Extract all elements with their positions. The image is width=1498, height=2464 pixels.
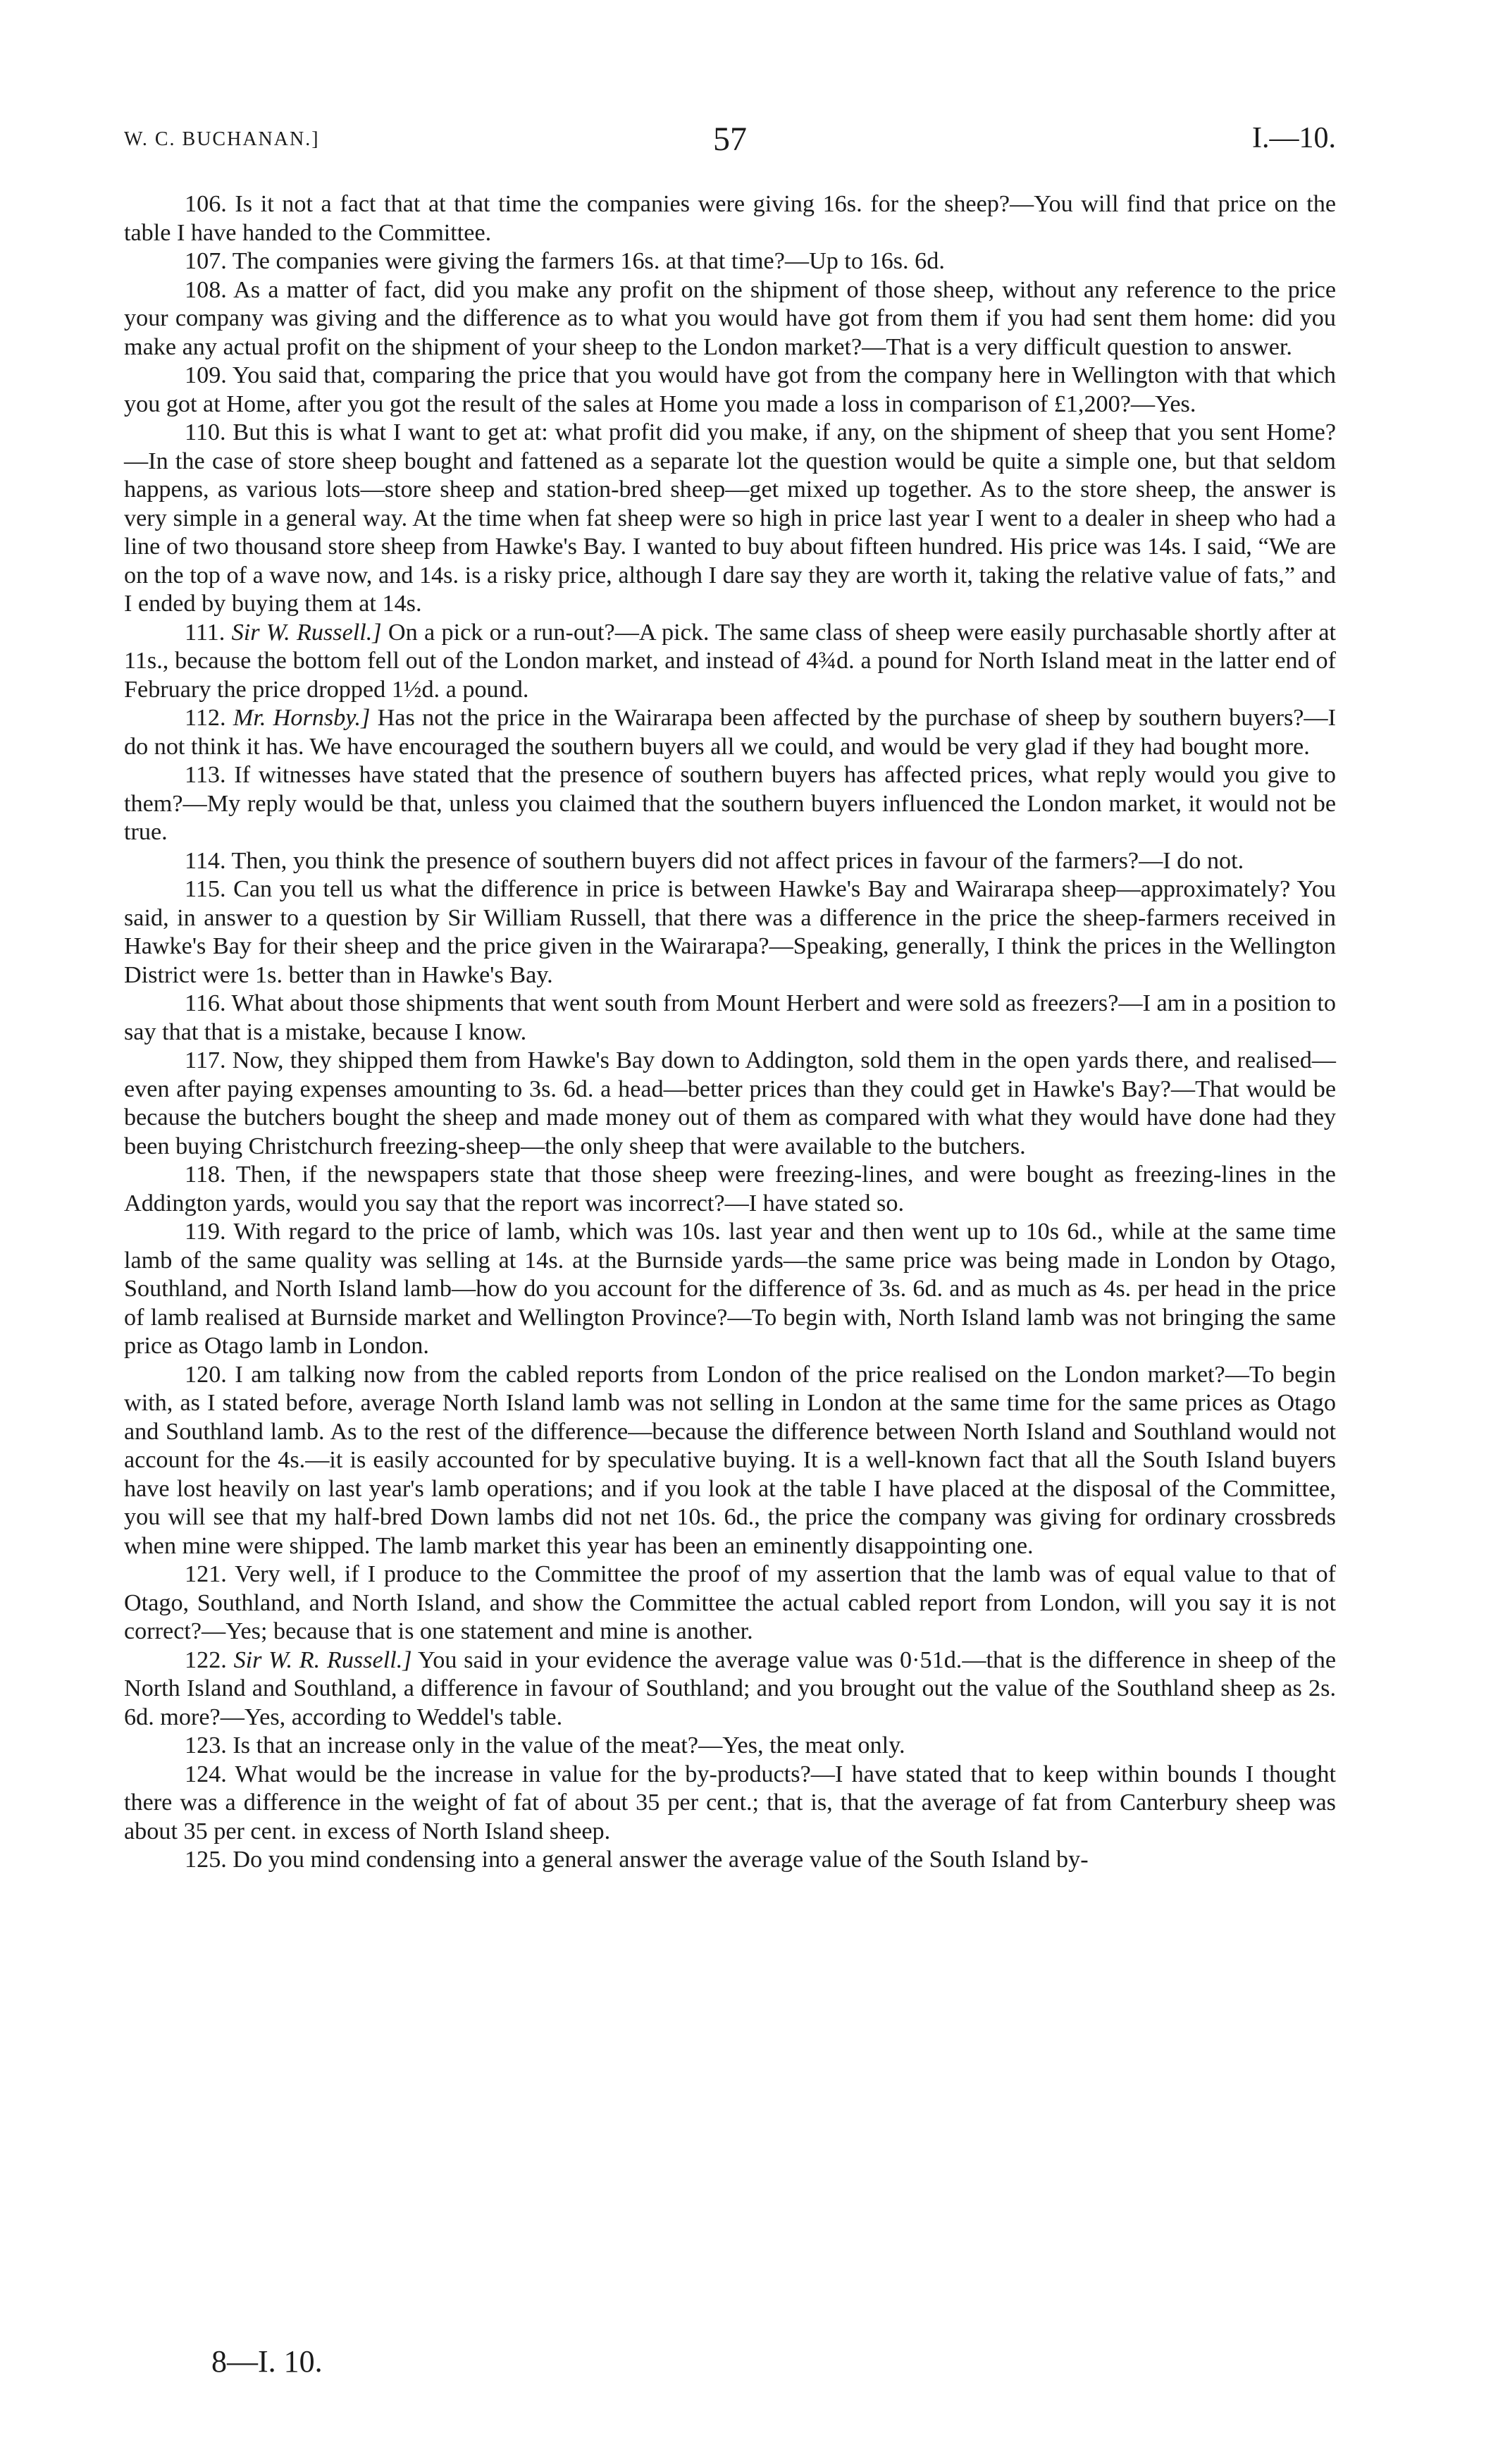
paragraph-119: 119. With regard to the price of lamb, which was 10s. last year and then went up to 10s 6d., while at the same time lamb of the same quality was selling at 14s. at the Burnside yards—the same price was being made in London by Otago, Southland, and North Island lamb—how do you account for the difference of 3s. 6d. and as much as 4s. per head in the price of lamb realised at Burnside market and Wellington Province?—To begin with, North Island lamb was not bringing the same price as Otago lamb in London. [124,1219,1336,1359]
paragraph-125: 125. Do you mind condensing into a general answer the average value of the South Island by- [185,1847,1089,1873]
paragraph-109: 109. You said that, comparing the price that you would have got from the company here in Wellington with that which you got at Home, after you got the result of the sales at Home you made a loss in comparison of £1,200?—Yes. [124,362,1336,417]
document-reference: I.—10. [1252,122,1336,154]
paragraph-111 [124,619,1336,705]
paragraph-123: 123. Is that an increase only in the value of the meat?—Yes, the meat only. [185,1732,905,1758]
page-number: 57 [713,121,747,158]
question-number: 111. [185,619,225,646]
paragraph-106: 106. Is it not a fact that at that time the companies were giving 16s. for the sheep?—You will find that price on the table I have handed to the Committee. [124,191,1336,246]
paragraph-108: 108. As a matter of fact, did you make any profit on the shipment of those sheep, without any reference to the price your company was giving and the difference as to what you would have got from them if you had sent them home: did you make any actual profit on the shipment of your sheep to the London market?—That is a very difficult question to answer. [124,276,1336,360]
question-number: 122. [185,1646,227,1673]
paragraph-116: 116. What about those shipments that went south from Mount Herbert and were sold as freezers?—I am in a position to say that that is a mistake, because I know. [124,990,1336,1045]
paragraph-118: 118. Then, if the newspapers state that those sheep were freezing-lines, and were bought as freezing-lines in the Addington yards, would you say that the report was incorrect?—I have stated so. [124,1162,1336,1216]
page-header [124,120,1336,169]
header-witness: W. C. BUCHANAN.] [124,128,320,150]
paragraph-117: 117. Now, they shipped them from Hawke's Bay down to Addington, sold them in the open yards there, and realised—even after paying expenses amounting to 3s. 6d. a head—better prices than they could get in Hawke's Bay?—That would be because the butchers bought the sheep and made money out of them as compared with what they would have done had they been buying Christchurch freezing-sheep—the only sheep that were available to the butchers. [124,1047,1336,1159]
paragraph-text: Has not the price in the Wairarapa been affected by the purchase of sheep by southern buyers?—I do not think it has. We have encouraged the southern buyers all we could, and would be very glad if they had bought more. [124,705,1336,760]
paragraph-120: 120. I am talking now from the cabled reports from London of the price realised on the London market?—To begin with, as I stated before, average North Island lamb was not selling in London at the same time for the same prices as Otago and Southland lamb. As to the rest of the difference—because the difference between North Island and Southland would not account for the 4s.—it is easily accounted for by speculative buying. It is a well-known fact that all the South Island buyers have lost heavily on last year's lamb operations; and if you look at the table I have placed at the disposal of the Committee, you will see that my half-bred Down lambs did not net 10s. 6d., the price the company was giving for ordinary crossbreds when mine were shipped. The lamb market this year has been an eminently disappointing one. [124,1361,1336,1559]
question-number: 112. [185,705,226,731]
paragraph-107: 107. The companies were giving the farmers 16s. at that time?—Up to 16s. 6d. [185,248,945,274]
paragraph-text: You said in your evidence the average value was 0·51d.—that is the difference in sheep of the North Island and Southland, a difference in favour of Southland; and you brought out the value of the Southland sheep as 2s. 6d. more?—Yes, according to Weddel's table. [124,1646,1337,1730]
paragraph-124: 124. What would be the increase in value for the by-products?—I have stated that to keep within bounds I thought there was a difference in the weight of fat of about 35 per cent.; that is, that the average of fat from Canterbury sheep was about 35 per cent. in excess of North Island sheep. [124,1761,1336,1844]
paragraph-115: 115. Can you tell us what the difference in price is between Hawke's Bay and Wairarapa sheep—approximately? You said, in answer to a question by Sir William Russell, that there was a difference in the price the sheep-farmers received in Hawke's Bay for their sheep and the price given in the Wairarapa?—Speaking, generally, I think the prices in the Wellington District were 1s. better than in Hawke's Bay. [124,876,1336,988]
signature-mark: 8—I. 10. [211,2344,323,2379]
paragraph-112 [124,704,1336,761]
paragraph-122 [124,1646,1336,1732]
page-body [124,190,1336,1875]
paragraph-text: On a pick or a run-out?—A pick. The same class of sheep were easily purchasable shortly after at 11s., because the bottom fell out of the London market, and instead of 4¾d. a pound for North Island meat in the latter end of February the price dropped 1½d. a pound. [124,619,1337,703]
speaker-label: Sir W. R. Russell.] [233,1646,412,1673]
paragraph-114: 114. Then, you think the presence of southern buyers did not affect prices in favour of the farmers?—I do not. [185,847,1244,874]
paragraph-121: 121. Very well, if I produce to the Committee the proof of my assertion that the lamb was of equal value to that of Otago, Southland, and North Island, and show the Committee the actual cabled report from London, will you say it is not correct?—Yes; because that is one statement and mine is another. [124,1561,1336,1644]
paragraph-113: 113. If witnesses have stated that the presence of southern buyers has affected prices, what reply would you give to them?—My reply would be that, unless you claimed that the southern buyers influenced the London market, it would not be true. [124,762,1336,845]
speaker-label: Mr. Hornsby.] [233,705,371,731]
paragraph-110: 110. But this is what I want to get at: what profit did you make, if any, on the shipment of sheep that you sent Home?—In the case of store sheep bought and fattened as a separate lot the question would be quite a simple one, but that seldom happens, as various lots—store sheep and station-bred sheep—get mixed up together. As to the store sheep, the answer is very simple in a general way. At the time when fat sheep were so high in price last year I went to a dealer in sheep who had a line of two thousand store sheep from Hawke's Bay. I wanted to buy about fifteen hundred. His price was 14s. I said, “We are on the top of a wave now, and 14s. is a risky price, although I dare say they are worth it, taking the relative value of fats,” and I ended by buying them at 14s. [124,419,1336,617]
speaker-label: Sir W. Russell.] [231,619,382,646]
